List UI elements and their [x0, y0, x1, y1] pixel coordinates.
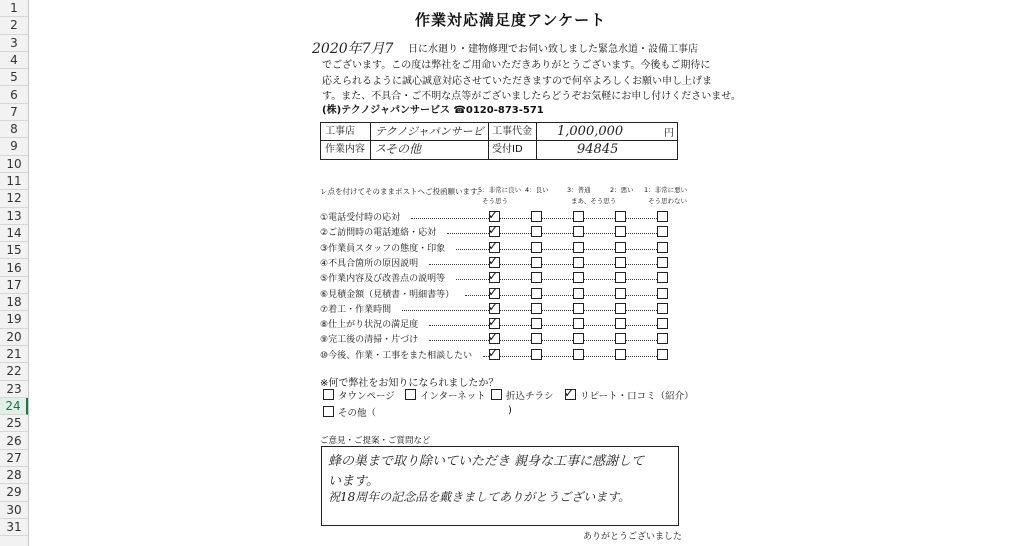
rating-checkbox-3[interactable] [573, 349, 584, 360]
question-label: ⑤作業内容及び改善点の説明等 [320, 274, 446, 285]
row-header-11[interactable]: 11 [0, 173, 28, 190]
row-header-3[interactable]: 3 [0, 35, 28, 52]
rating-checkbox-2[interactable] [615, 318, 626, 329]
row-header-13[interactable]: 13 [0, 208, 28, 225]
comment-line-2: います。 [328, 474, 379, 489]
comment-box [321, 446, 679, 526]
scale-subheader-3: まあ、そう思う [571, 197, 617, 205]
rating-checkbox-2[interactable] [615, 211, 626, 222]
row-header-29[interactable]: 29 [0, 484, 28, 501]
rating-checkbox-1[interactable] [657, 211, 668, 222]
row-header-14[interactable]: 14 [0, 225, 28, 242]
rating-checkbox-4[interactable] [531, 211, 542, 222]
comment-line-3: 祝18周年の記念品を戴きましてありがとうございます。 [328, 490, 631, 504]
closing-text: ありがとうございました [583, 532, 683, 542]
rating-checkbox-4[interactable] [531, 303, 542, 314]
rating-checkbox-4[interactable] [531, 349, 542, 360]
rating-checkbox-2[interactable] [615, 242, 626, 253]
question-label: ⑥見積金額（見積書・明細書等） [320, 289, 455, 300]
scale-header-4: 4：良い [525, 186, 549, 194]
check-mark-icon: ✓ [564, 386, 575, 400]
rating-checkbox-1[interactable] [657, 226, 668, 237]
row-header-4[interactable]: 4 [0, 52, 28, 69]
company-line: (株)テクノジャパンサービス ☎0120-873-571 [322, 105, 544, 116]
source-checkbox[interactable] [323, 389, 334, 400]
leader-dots [456, 279, 657, 280]
rating-checkbox-3[interactable] [573, 242, 584, 253]
contractor-label: 工事店 [321, 123, 371, 141]
amount-label: 工事代金 [489, 123, 537, 141]
row-header-2[interactable]: 2 [0, 17, 28, 34]
check-mark-icon: ✓ [488, 330, 499, 345]
row-header-6[interactable]: 6 [0, 87, 28, 104]
check-mark-icon: ✓ [488, 238, 499, 253]
row-header-5[interactable]: 5 [0, 69, 28, 86]
scale-subheader-1: そう思わない [648, 197, 687, 205]
row-header-12[interactable]: 12 [0, 190, 28, 207]
source-checkbox[interactable] [491, 389, 502, 400]
source-label: リピート・口コミ（紹介） [580, 391, 694, 402]
rating-checkbox-2[interactable] [615, 288, 626, 299]
work-info-table [320, 122, 678, 160]
question-label: ③作業員スタッフの態度・印象 [320, 243, 446, 254]
question-label: ⑩今後、作業・工事をまた相談したい [320, 350, 473, 361]
rating-checkbox-1[interactable] [657, 303, 668, 314]
row-header-15[interactable]: 15 [0, 242, 28, 259]
scale-subheader-5: そう思う [482, 197, 508, 205]
rating-checkbox-3[interactable] [573, 257, 584, 268]
check-mark-icon: ✓ [488, 223, 499, 238]
question-label: ②ご訪問時の電話連絡・応対 [320, 228, 437, 239]
rating-checkbox-2[interactable] [615, 257, 626, 268]
rating-checkbox-3[interactable] [573, 272, 584, 283]
rating-checkbox-3[interactable] [573, 211, 584, 222]
intro-line-2: でございます。この度は弊社をご用命いただきありがとうございます。今後もご期待に [322, 60, 711, 71]
check-mark-icon: ✓ [488, 253, 499, 268]
question-label: ①電話受付時の応対 [320, 213, 401, 223]
source-label: 折込チラシ [506, 391, 554, 402]
amount-value: 1,000,000 [537, 123, 677, 141]
other-close-paren: ) [508, 405, 512, 416]
rating-checkbox-1[interactable] [657, 333, 668, 344]
check-mark-icon: ✓ [488, 284, 499, 299]
row-header-8[interactable]: 8 [0, 121, 28, 138]
rating-checkbox-1[interactable] [657, 349, 668, 360]
instruction-text: レ点を付けてそのままポストへご投函願います。 [320, 187, 485, 196]
check-mark-icon: ✓ [488, 269, 499, 284]
rating-checkbox-2[interactable] [615, 272, 626, 283]
rating-checkbox-4[interactable] [531, 288, 542, 299]
scale-header-2: 2：悪い [610, 186, 634, 194]
intro-line-4: す。また、不具合・ご不明な点等がございましたらどうぞお気軽にお申し付けくださいませ。 [322, 91, 741, 102]
check-mark-icon: ✓ [488, 299, 499, 314]
row-header-17[interactable]: 17 [0, 277, 28, 294]
source-checkbox[interactable] [405, 389, 416, 400]
rating-checkbox-1[interactable] [657, 242, 668, 253]
comment-label: ご意見・ご提案・ご質問など [320, 436, 431, 446]
check-mark-icon: ✓ [488, 208, 499, 222]
source-question: ※何で弊社をお知りになられましたか？ [320, 378, 499, 389]
comment-line-1: 蜂の巣まで取り除いていただき 親身な工事に感謝して [328, 454, 645, 469]
id-value: 94845 [577, 142, 619, 157]
scale-header-3: 3：普通 [567, 186, 591, 194]
rating-checkbox-1[interactable] [657, 318, 668, 329]
rating-checkbox-3[interactable] [573, 303, 584, 314]
source-label: インターネット [420, 391, 486, 402]
scale-header-1: 1：非常に悪い [644, 186, 688, 194]
check-mark-icon: ✓ [488, 315, 499, 330]
id-label: 受付ID [489, 141, 537, 159]
row-header-16[interactable]: 16 [0, 260, 28, 277]
source-label: その他（ [338, 408, 377, 419]
intro-line-1: 日に水廻り・建物修理でお伺い致しました緊急水道・設備工事店 [408, 44, 698, 55]
row-header-31[interactable]: 31 [0, 519, 28, 536]
rating-checkbox-3[interactable] [573, 333, 584, 344]
rating-checkbox-3[interactable] [573, 318, 584, 329]
leader-dots [456, 249, 657, 250]
contractor-value: テクノジャパンサービス [371, 123, 489, 141]
rating-checkbox-2[interactable] [615, 303, 626, 314]
check-mark-icon: ✓ [488, 345, 499, 360]
amount-unit: 円 [664, 128, 674, 139]
leader-dots [483, 356, 657, 357]
row-header-24[interactable]: 24 [0, 398, 28, 415]
rating-checkbox-4[interactable] [531, 226, 542, 237]
intro-line-3: 応えられるように誠心誠意対応させていただきますので何卒よろしくお願い申し上げま [322, 76, 712, 87]
row-header-7[interactable]: 7 [0, 104, 28, 121]
row-header-19[interactable]: 19 [0, 311, 28, 328]
row-header-21[interactable]: 21 [0, 346, 28, 363]
row-header-9[interactable]: 9 [0, 138, 28, 155]
row-header-23[interactable]: 23 [0, 381, 28, 398]
rating-checkbox-4[interactable] [531, 257, 542, 268]
question-label: ⑨完工後の清掃・片づけ [320, 335, 419, 346]
scale-header-5: 5：非常に良い [478, 186, 522, 194]
source-label: タウンページ [338, 391, 395, 402]
rating-checkbox-1[interactable] [657, 257, 668, 268]
rating-checkbox-1[interactable] [657, 272, 668, 283]
row-header-1[interactable]: 1 [0, 0, 28, 17]
row-header-28[interactable]: 28 [0, 467, 28, 484]
handwritten-date: 2020年7月7 [312, 41, 394, 57]
row-header-26[interactable]: 26 [0, 433, 28, 450]
form-title: 作業対応満足度アンケート [415, 11, 607, 29]
question-label: ⑦着工・作業時間 [320, 304, 392, 315]
question-label: ④不具合箇所の原因説明 [320, 258, 419, 269]
rating-checkbox-4[interactable] [531, 333, 542, 344]
work-label: 作業内容 [321, 141, 371, 159]
row-header-30[interactable]: 30 [0, 502, 28, 519]
rating-checkbox-4[interactable] [531, 272, 542, 283]
rating-checkbox-2[interactable] [615, 333, 626, 344]
row-header-22[interactable]: 22 [0, 363, 28, 380]
source-checkbox[interactable] [323, 406, 334, 417]
row-header-18[interactable]: 18 [0, 294, 28, 311]
row-header-10[interactable]: 10 [0, 156, 28, 173]
rating-checkbox-4[interactable] [531, 318, 542, 329]
work-value: その他 [371, 141, 489, 159]
rating-checkbox-3[interactable] [573, 288, 584, 299]
row-header-20[interactable]: 20 [0, 329, 28, 346]
rating-checkbox-4[interactable] [531, 242, 542, 253]
row-header-27[interactable]: 27 [0, 450, 28, 467]
question-label: ⑧仕上がり状況の満足度 [320, 320, 419, 331]
row-header-25[interactable]: 25 [0, 415, 28, 432]
rating-checkbox-1[interactable] [657, 288, 668, 299]
rating-checkbox-2[interactable] [615, 226, 626, 237]
rating-checkbox-2[interactable] [615, 349, 626, 360]
rating-checkbox-3[interactable] [573, 226, 584, 237]
